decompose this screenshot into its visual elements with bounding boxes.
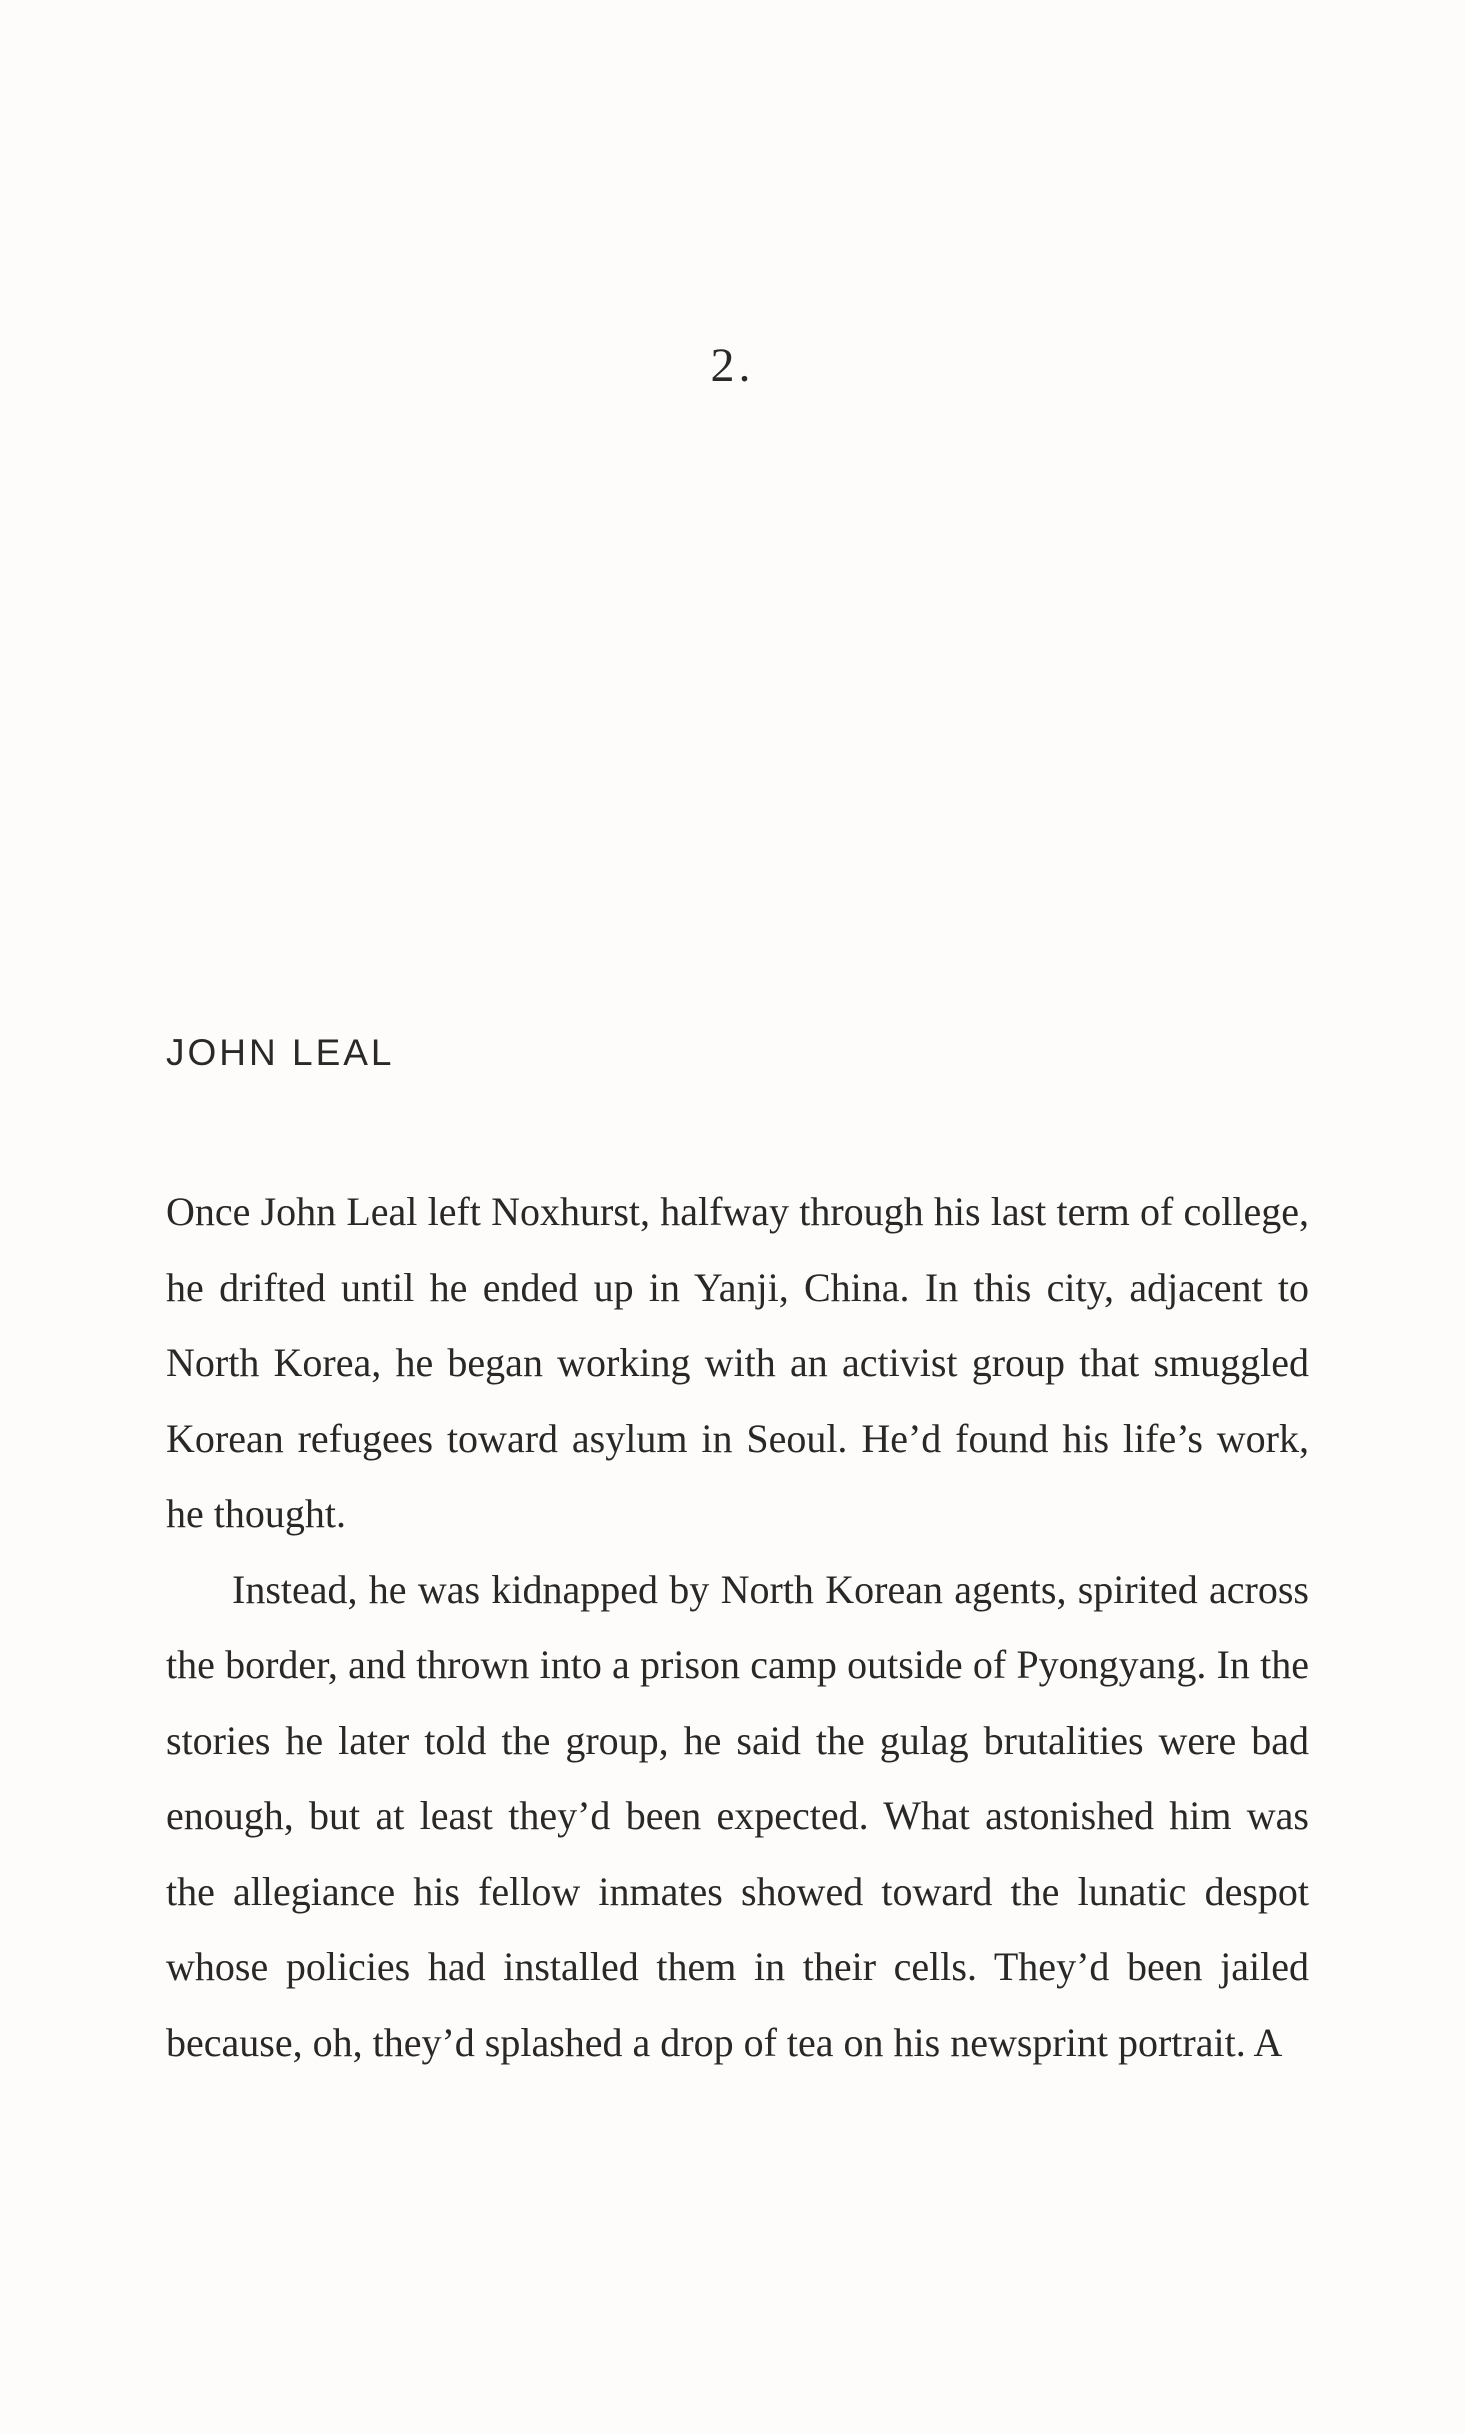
paragraph-1: Once John Leal left Noxhurst, halfway through his last term of college, he drifted until he ended up in Yanji, China. In this city, adjacent to North Korea, he began working with an activist group that smuggled Korean refugees toward asylum in Seoul. He’d found his life’s work, he thought. — [166, 1189, 1309, 1536]
body-text — [166, 1174, 1309, 2080]
section-heading: JOHN LEAL — [166, 1032, 395, 1073]
chapter-number: 2. — [710, 339, 755, 392]
paragraph-2: Instead, he was kidnapped by North Korean agents, spirited across the border, and thrown into a prison camp outside of Pyongyang. In the stories he later told the group, he said the gulag brutalities were bad enough, but at least they’d been expected. What astonished him was the allegiance his fellow inmates showed toward the lunatic despot whose policies had installed them in their cells. They’d been jailed because, oh, they’d splashed a drop of tea on his newsprint portrait. A — [166, 1566, 1309, 2065]
